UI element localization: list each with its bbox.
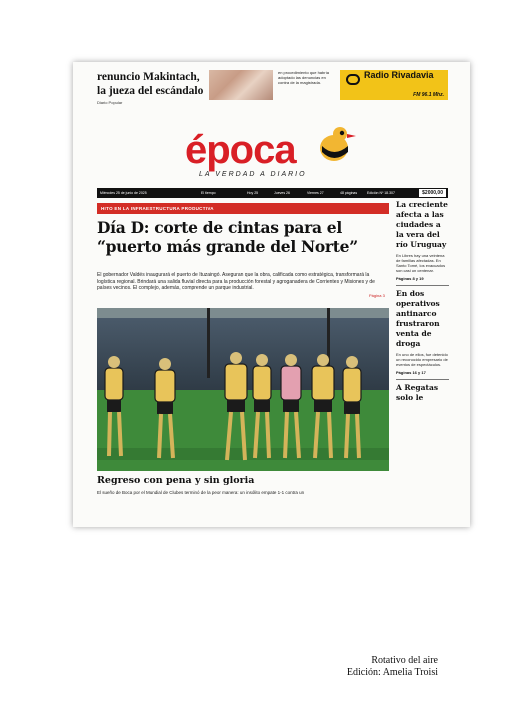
main-photo [97, 308, 389, 471]
teaser-photo [209, 70, 273, 100]
main-story-page-ref[interactable]: Página 3 [369, 293, 385, 298]
main-story-kicker: HITO EN LA INFRAESTRUCTURA PRODUCTIVA [97, 203, 389, 214]
datebar-item: El tiempo [201, 191, 216, 195]
cover-price: $2000,00 [419, 189, 446, 197]
newspaper-logo[interactable]: época [185, 128, 296, 172]
side-story-headline: A Regatas solo le [396, 383, 439, 402]
side-story-body: En Libres hay una veintena de familias afectadas. En Santo Tomé, los evacuados son casi un centenar. [396, 253, 446, 273]
datebar-item: Jueves 26 [274, 191, 290, 195]
side-story[interactable] [396, 383, 449, 403]
teaser-story[interactable] [97, 70, 207, 105]
teaser-blurb: en procedimiento que habría adoptado las denuncias en contra de la magistrada. [278, 70, 329, 85]
radio-frequency: FM 96.1 Mhz. [413, 92, 444, 98]
masthead [73, 126, 470, 186]
teaser-story-byline: Diario Popular [97, 100, 123, 105]
side-story-pages: Páginas 16 y 17 [396, 370, 426, 375]
side-story-body: En uno de ellos, fue detenido un reconocido empresario de eventos de espectáculos. [396, 352, 448, 367]
side-story-headline: En dos operativos antinarco frustraron venta de droga [396, 289, 440, 348]
issue-date: Miércoles 25 de junio de 2025 [100, 191, 147, 195]
side-story-headline: La creciente afecta a las ciudades a la vera del río Uruguay [396, 200, 448, 249]
page-footer [347, 655, 438, 679]
side-story[interactable] [396, 200, 449, 281]
main-story-headline[interactable]: Día D: corte de cintas para el “puerto más grande del Norte” [97, 218, 358, 256]
column-divider [396, 379, 449, 380]
teaser-story-title: renuncio Makintach, la jueza del escándalo [97, 71, 204, 97]
datebar-item: Edición Nº 18.307 [367, 191, 395, 195]
column-divider [396, 285, 449, 286]
datebar-item: Viernes 27 [307, 191, 324, 195]
right-column [396, 200, 449, 403]
newspaper-front-page [73, 62, 470, 527]
bird-mascot-icon [317, 126, 357, 170]
datebar-item: 48 páginas [340, 191, 358, 195]
masthead-tagline: LA VERDAD A DIARIO [199, 171, 307, 178]
radio-advertisement[interactable] [340, 70, 448, 100]
date-bar [97, 188, 448, 198]
footer-program: Rotativo del aire [371, 655, 438, 666]
radio-name: Radio Rivadavia [364, 70, 434, 80]
footer-editor: Edición: Amelia Troisi [346, 667, 438, 678]
side-story[interactable] [396, 289, 449, 375]
photo-story-caption: El sueño de Boca por el Mundial de Clubes terminó de la peor manera: un insólito empate 1-1 contra un [97, 490, 305, 495]
side-story-pages: Páginas 8 y 19 [396, 276, 424, 281]
datebar-item: Hoy 25 [247, 191, 259, 195]
main-story-dek: El gobernador Valdés inaugurará el puerto de Ituzaingó. Aseguran que la obra, calificada como estratégica, transformará la logística regional. Brindará una salida fluvial directa para la producción forestal y agroganadera de Corrientes y Misiones y de países vecinos. El complejo, además, comprende un parque industrial. [97, 272, 375, 291]
photo-story-headline[interactable]: Regreso con pena y sin gloria [97, 475, 255, 486]
radio-icon [346, 74, 360, 85]
teaser-strip [97, 70, 448, 118]
